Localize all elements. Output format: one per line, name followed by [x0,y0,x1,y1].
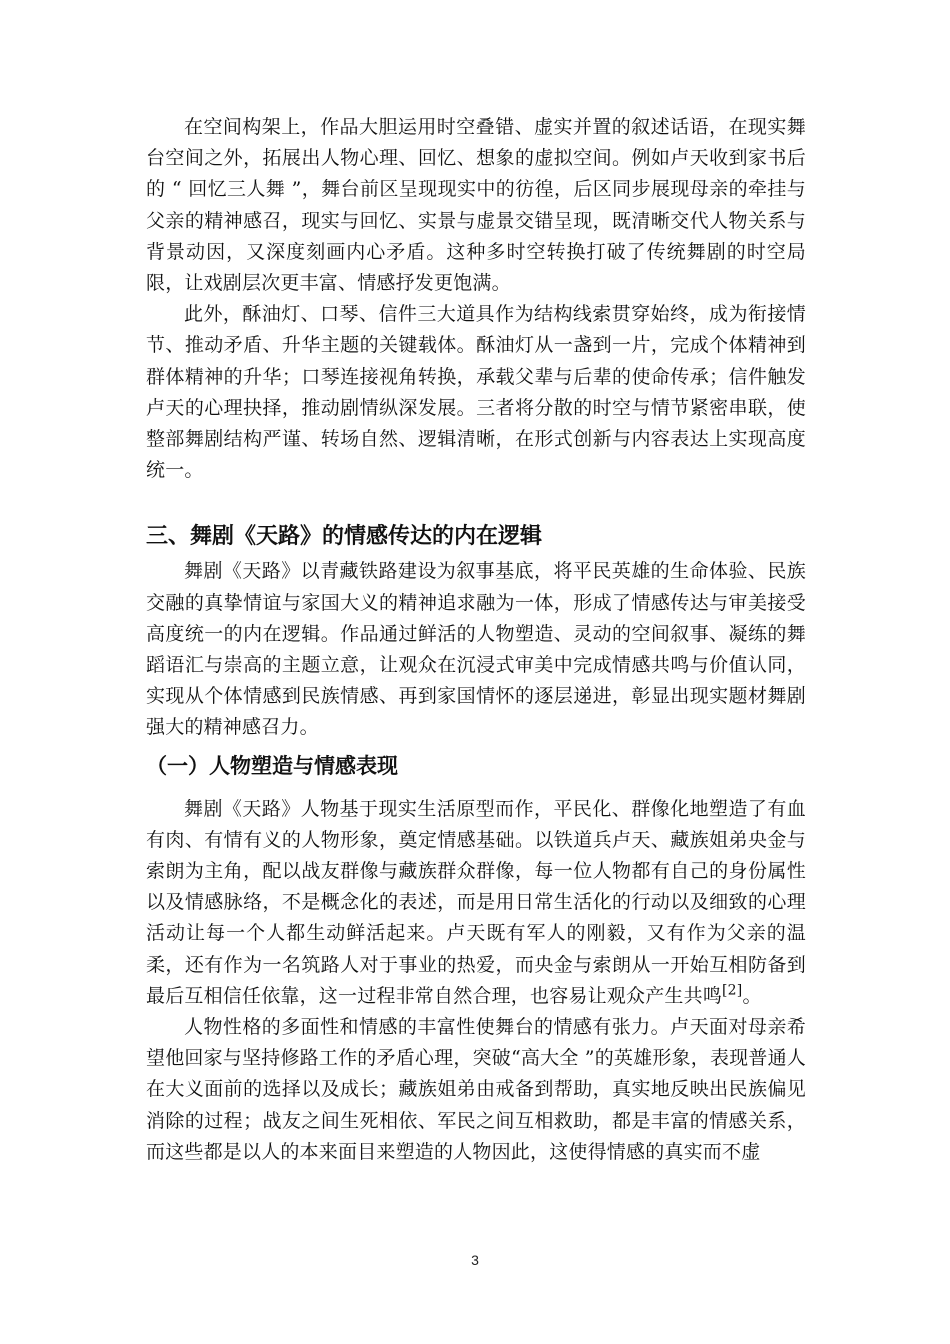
body-paragraph: 舞剧《天路》以青藏铁路建设为叙事基底，将平民英雄的生命体验、民族交融的真挚情谊与家国大义的精神追求融为一体，形成了情感传达与审美接受高度统一的内在逻辑。作品通过鲜活的人物塑造、灵动的空间叙事、凝练的舞蹈语汇与崇高的主题立意，让观众在沉浸式审美中完成情感共鸣与价值认同，实现从个体情感到民族情感、再到家国情怀的逐层递进，彰显出现实题材舞剧强大的精神感召力。 [146,560,806,739]
citation-marker[interactable]: [2] [722,982,743,999]
body-paragraph: 此外，酥油灯、口琴、信件三大道具作为结构线索贯穿始终，成为衔接情节、推动矛盾、升华主题的关键载体。酥油灯从一盏到一片，完成个体精神到群体精神的升华；口琴连接视角转换，承载父辈与后辈的使命传承；信件触发卢天的心理抉择，推动剧情纵深发展。三者将分散的时空与情节紧密串联，使整部舞剧结构严谨、转场自然、逻辑清晰，在形式创新与内容表达上实现高度统一。 [146,303,806,482]
subsection-heading: （一）人物塑造与情感表现 [146,753,398,778]
paragraph-text: 舞剧《天路》人物基于现实生活原型而作，平民化、群像化地塑造了有血有肉、有情有义的人物形象，奠定情感基础。以铁道兵卢天、藏族姐弟央金与索朗为主角，配以战友群像与藏族群众群像，每一位人物都有自己的身份属性以及情感脉络，不是概念化的表述，而是用日常生活化的行动以及细致的心理活动让每一个人都生动鲜活起来。卢天既有军人的刚毅，又有作为父亲的温柔，还有作为一名筑路人对于事业的热爱，而央金与索朗从一开始互相防备到最后互相信任依靠，这一过程非常自然合理，也容易让观众产生共鸣 [146,797,806,1007]
body-paragraph: 在空间构架上，作品大胆运用时空叠错、虚实并置的叙述话语，在现实舞台空间之外，拓展出人物心理、回忆、想象的虚拟空间。例如卢天收到家书后的 “ 回忆三人舞 ”，舞台前区呈现现实中的彷徨，后区同步展现母亲的牵挂与父亲的精神感召，现实与回忆、实景与虚景交错呈现，既清晰交代人物关系与背景动因，又深度刻画内心矛盾。这种多时空转换打破了传统舞剧的时空局限，让戏剧层次更丰富、情感抒发更饱满。 [146,116,806,295]
page-number: 3 [471,1252,479,1268]
section-heading: 三、舞剧《天路》的情感传达的内在逻辑 [146,524,543,550]
body-paragraph [146,794,806,1012]
body-paragraph: 人物性格的多面性和情感的丰富性使舞台的情感有张力。卢天面对母亲希望他回家与坚持修路工作的矛盾心理，突破“高大全 ”的英雄形象，表现普通人在大义面前的选择以及成长；藏族姐弟由戒备到帮助，真实地反映出民族偏见消除的过程；战友之间生死相依、军民之间互相救助，都是丰富的情感关系，而这些都是以人的本来面目来塑造的人物因此，这使得情感的真实而不虚 [146,1016,806,1163]
page-content [146,112,806,1168]
paragraph-end: 。 [742,984,762,1007]
